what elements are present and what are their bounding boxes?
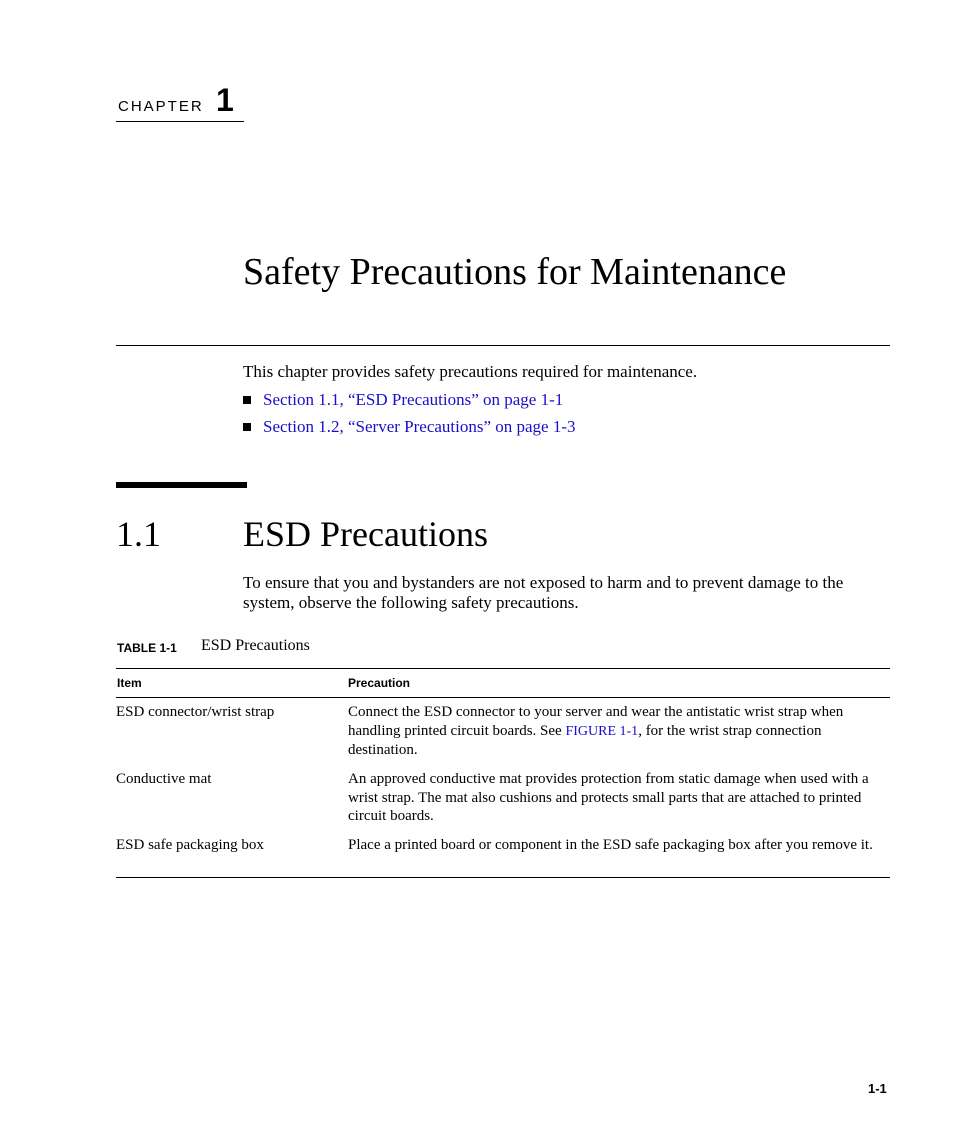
bullet-square-icon bbox=[243, 423, 251, 431]
table-cell-item: ESD safe packaging box bbox=[116, 837, 264, 853]
precaution-text: , for the wrist strap connection destination. bbox=[348, 722, 822, 758]
table-bottom-rule bbox=[116, 877, 890, 878]
table-header-rule bbox=[116, 697, 890, 698]
section-bar bbox=[116, 482, 247, 488]
table-header-item: Item bbox=[117, 676, 142, 690]
table-cell-item: ESD connector/wrist strap bbox=[116, 704, 275, 720]
table-header-precaution: Precaution bbox=[348, 676, 411, 690]
table-cell-precaution: An approved conductive mat provides protection from static damage when used with a wrist strap. The mat also cushions and protects small parts that are attached to printed circuit boards. bbox=[348, 771, 869, 824]
table-cell-item: Conductive mat bbox=[116, 771, 212, 787]
section-1-1-link[interactable]: Section 1.1, “ESD Precautions” on page 1-1 bbox=[263, 390, 564, 409]
table-top-rule bbox=[116, 668, 890, 669]
chapter-title: Safety Precautions for Maintenance bbox=[243, 251, 787, 293]
table-caption-title: ESD Precautions bbox=[201, 637, 310, 654]
section-title: ESD Precautions bbox=[243, 514, 488, 554]
figure-1-1-link[interactable]: FIGURE 1-1 bbox=[565, 723, 639, 739]
table-cell-precaution: Place a printed board or component in the ESD safe packaging box after you remove it. bbox=[348, 837, 873, 853]
intro-paragraph: This chapter provides safety precautions required for maintenance. bbox=[243, 362, 698, 381]
table-caption-label: TABLE 1-1 bbox=[117, 641, 177, 655]
title-divider bbox=[116, 345, 890, 346]
table-cell-precaution bbox=[348, 703, 893, 760]
bullet-square-icon bbox=[243, 396, 251, 404]
section-paragraph: To ensure that you and bystanders are not exposed to harm and to prevent damage to the system, observe the following safety precautions. bbox=[243, 573, 844, 612]
precaution-text: Connect the ESD connector to your server and wear the antistatic wrist strap when handling printed circuit boards. See bbox=[348, 704, 844, 739]
chapter-number: 1 bbox=[216, 82, 234, 118]
section-1-2-link[interactable]: Section 1.2, “Server Precautions” on page 1-3 bbox=[263, 417, 576, 436]
chapter-underline bbox=[116, 121, 244, 122]
page-number: 1-1 bbox=[868, 1081, 887, 1096]
list-item bbox=[243, 390, 563, 410]
list-item bbox=[243, 417, 576, 437]
section-number: 1.1 bbox=[116, 514, 161, 554]
chapter-label: CHAPTER bbox=[118, 98, 204, 115]
